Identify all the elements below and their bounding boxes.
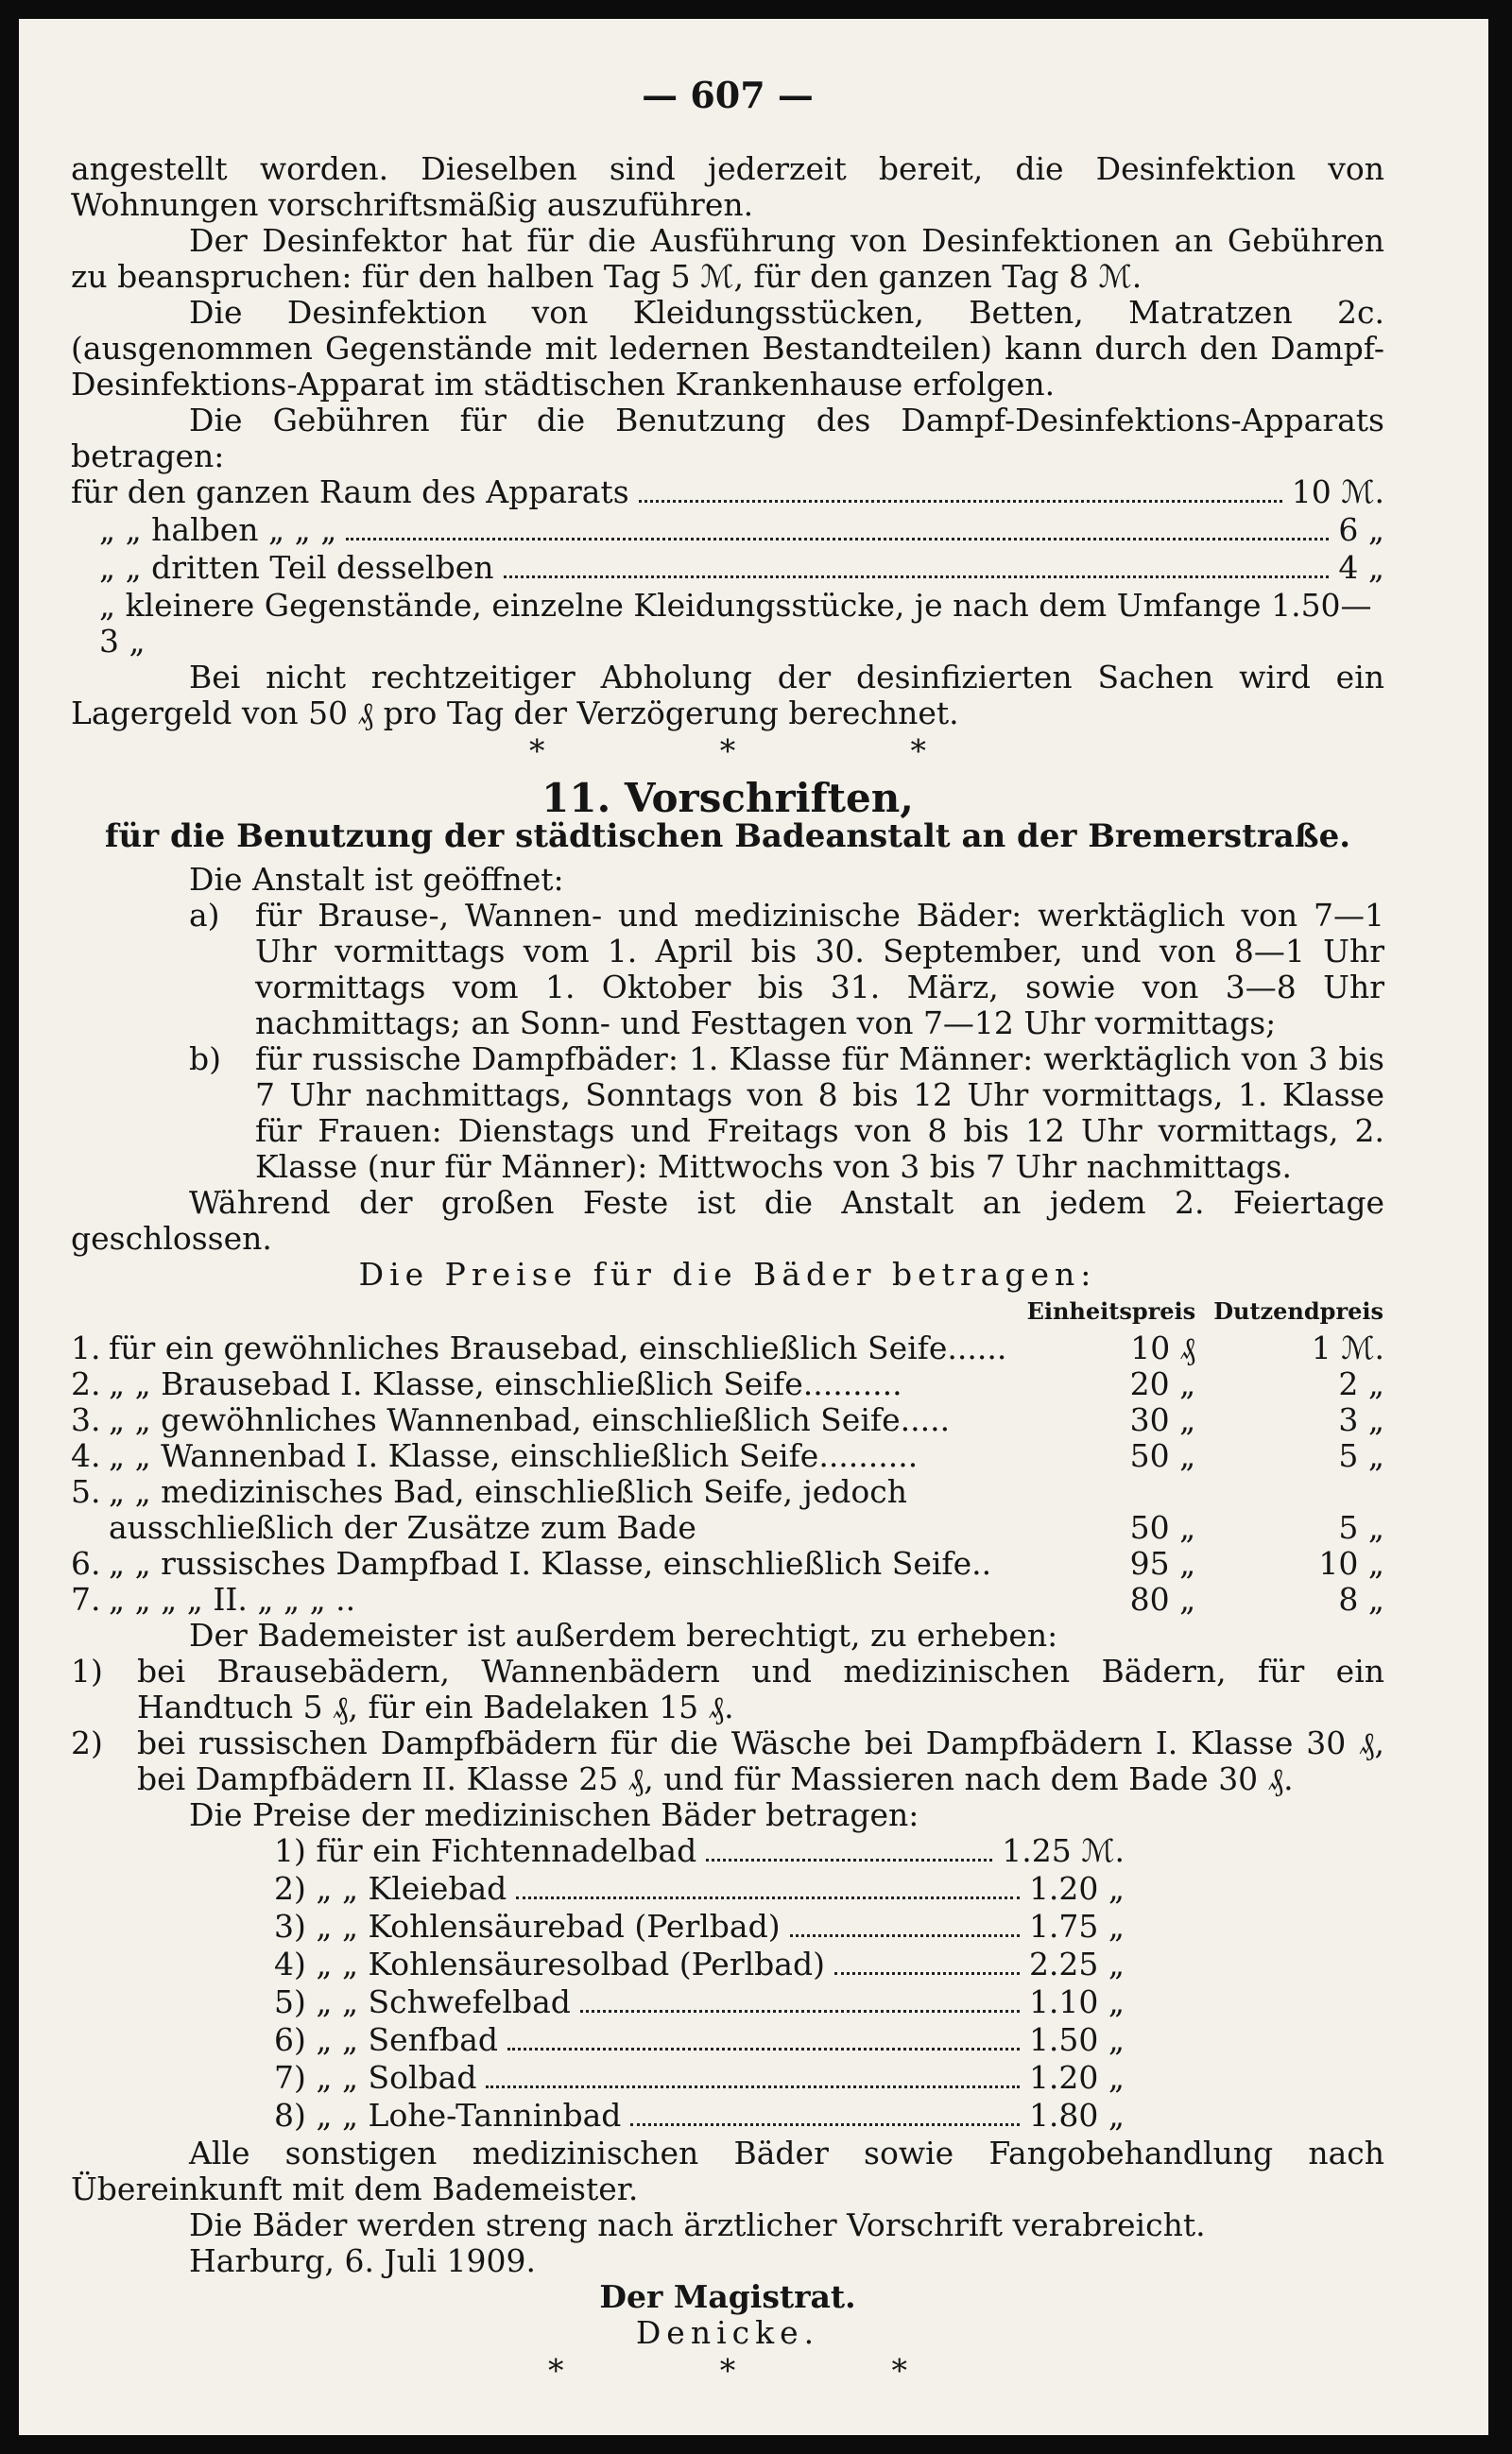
bath-prices-heading: Die Preise für die Bäder betragen: <box>358 1256 1097 1293</box>
item-text: für russische Dampfbäder: 1. Klasse für Männer: werktäglich von 3 bis 7 Uhr nachmittags, Sonntags von 8 bis 12 Uhr vormittags, 1. Klasse für Frauen: Dienstags und Freitags von 8 bis 12 Uhr vormittags, 2. Klasse (nur für Männer): Mittwochs von 3 bis 7 Uhr nachmittags. <box>255 1040 1384 1185</box>
row-number: 1. <box>71 1330 101 1366</box>
table-row <box>71 1402 1384 1438</box>
row-description: „ „ Brausebad I. Klasse, einschließlich Seife.......... <box>109 1365 902 1402</box>
list-item <box>274 2022 1125 2060</box>
list-item <box>274 1833 1125 1871</box>
closing-paragraph-1: Alle sonstigen medizinischen Bäder sowie Fangobehandlung nach Übereinkunft mit dem Bademeister. <box>71 2135 1384 2207</box>
storage-fee-paragraph: Bei nicht rechtzeitiger Abholung der desinfizierten Sachen wird ein Lagergeld von 50 ₰ pro Tag der Verzögerung berechnet. <box>71 659 1384 731</box>
fee-amount: 4 „ <box>1338 549 1384 586</box>
table-row <box>71 1330 1384 1366</box>
table-header-row <box>71 1293 1384 1330</box>
row-unit-price: 50 „ <box>1129 1509 1196 1546</box>
fee-amount: 10 ℳ. <box>1291 473 1384 510</box>
item-text: für Brause-, Wannen- und medizinische Bäder: werktäglich von 7—1 Uhr vormittags vom 1. April bis 30. September, und von 8—1 Uhr vormittags vom 1. Oktober bis 31. März, sowie von 3—8 Uhr nachmittags; an Sonn- und Festtagen von 7—12 Uhr vormittags; <box>255 897 1384 1041</box>
row-dozen-price: 5 „ <box>1338 1437 1384 1474</box>
intro-paragraph-1: angestellt worden. Dieselben sind jederzeit bereit, die Desinfektion von Wohnungen vorschriftsmäßig auszuführen. <box>71 150 1384 223</box>
fee-amount: 6 „ <box>1338 511 1384 548</box>
medical-bath-label: 1) für ein Fichtennadelbad <box>274 1832 697 1869</box>
row-unit-price: 20 „ <box>1129 1365 1196 1402</box>
medical-bath-price: 1.25 ℳ. <box>1002 1832 1125 1869</box>
row-unit-price: 50 „ <box>1129 1437 1196 1474</box>
medical-bath-price: 1.20 „ <box>1028 2059 1125 2096</box>
item-text: bei Brausebädern, Wannenbädern und medizinischen Bädern, für ein Handtuch 5 ₰, für ein Badelaken 15 ₰. <box>137 1653 1384 1725</box>
opening-item-a <box>71 898 1384 1041</box>
list-item <box>274 1984 1125 2022</box>
medical-bath-label: 3) „ „ Kohlensäurebad (Perlbad) <box>274 1908 781 1945</box>
row-dozen-price: 1 ℳ. <box>1311 1330 1384 1366</box>
medical-bath-label: 4) „ „ Kohlensäuresolbad (Perlbad) <box>274 1946 825 1982</box>
fee-row <box>71 474 1384 512</box>
dot-leader <box>790 1934 1020 1937</box>
row-description: „ „ Wannenbad I. Klasse, einschließlich Seife.......... <box>109 1437 919 1474</box>
row-number: 7. <box>71 1581 101 1618</box>
intro-paragraph-3: Die Desinfektion von Kleidungsstücken, Betten, Matratzen 2c. (ausgenommen Gegenstände mit ledernen Bestandteilen) kann durch den Dampf-Desinfektions-Apparat im städtischen Krankenhause erfolgen. <box>71 294 1384 403</box>
star: * <box>548 2352 564 2389</box>
item-marker: 2) <box>71 1725 103 1761</box>
row-number: 6. <box>71 1545 101 1582</box>
medical-bath-label: 6) „ „ Senfbad <box>274 2021 499 2058</box>
row-unit-price: 10 ₰ <box>1130 1330 1196 1366</box>
row-description: „ „ russisches Dampfbad I. Klasse, einschließlich Seife.. <box>109 1545 992 1582</box>
dot-leader <box>639 500 1282 503</box>
section-title: 11. Vorschriften, <box>541 775 914 821</box>
column-header-unit: Einheitspreis <box>1026 1297 1196 1325</box>
opening-heading: Die Anstalt ist geöffnet: <box>189 861 564 898</box>
medical-bath-label: 2) „ „ Kleiebad <box>274 1870 507 1907</box>
table-row <box>71 1582 1384 1618</box>
medical-bath-label: 5) „ „ Schwefelbad <box>274 1983 571 2020</box>
list-item <box>274 1947 1125 1984</box>
table-row <box>71 1438 1384 1474</box>
row-unit-price: 30 „ <box>1129 1401 1196 1438</box>
dot-leader <box>834 1972 1020 1975</box>
page-number: — 607 — <box>642 74 814 116</box>
dot-leader <box>630 2123 1020 2126</box>
medical-bath-price: 1.75 „ <box>1028 1908 1125 1945</box>
row-description: für ein gewöhnliches Brausebad, einschließlich Seife...... <box>109 1330 1007 1366</box>
holiday-note: Während der großen Feste ist die Anstalt an jedem 2. Feiertage geschlossen. <box>71 1184 1384 1257</box>
medical-bath-price: 1.50 „ <box>1028 2021 1125 2058</box>
list-item <box>274 1871 1125 1909</box>
star: * <box>891 2352 907 2389</box>
medical-price-list <box>274 1833 1125 2136</box>
table-row <box>71 1546 1384 1582</box>
medical-bath-price: 1.10 „ <box>1028 1983 1125 2020</box>
fee-row <box>71 550 1384 588</box>
row-unit-price: 95 „ <box>1129 1545 1196 1582</box>
item-marker: a) <box>189 897 220 934</box>
fee-label: „ „ dritten Teil desselben <box>99 549 494 586</box>
row-description: „ „ medizinisches Bad, einschließlich Seife, jedoch ausschließlich der Zusätze zum Bade <box>109 1473 907 1546</box>
fee-label: „ kleinere Gegenstände, einzelne Kleidungsstücke, je nach dem Umfange 1.50—3 „ <box>99 587 1372 660</box>
opening-item-b <box>71 1041 1384 1185</box>
list-item <box>274 1909 1125 1947</box>
column-header-dozen: Dutzendpreis <box>1213 1297 1383 1325</box>
item-marker: b) <box>189 1040 221 1077</box>
dot-leader <box>486 2085 1019 2088</box>
separator-stars <box>529 733 926 769</box>
bath-price-table <box>71 1293 1384 1618</box>
document-page <box>19 19 1488 2435</box>
list-item <box>274 2060 1125 2098</box>
item-text: bei russischen Dampfbädern für die Wäsche bei Dampfbädern I. Klasse 30 ₰, bei Dampfbädern II. Klasse 25 ₰, und für Massieren nach dem Bade 30 ₰. <box>137 1725 1384 1797</box>
bademeister-item-1 <box>71 1654 1384 1725</box>
dot-leader <box>580 2010 1020 2013</box>
bademeister-item-2 <box>71 1725 1384 1797</box>
row-dozen-price: 10 „ <box>1318 1545 1384 1582</box>
bademeister-heading: Der Bademeister ist außerdem berechtigt, zu erheben: <box>189 1617 1058 1654</box>
dot-leader <box>346 538 1329 541</box>
star: * <box>529 732 545 769</box>
row-unit-price: 80 „ <box>1129 1581 1196 1618</box>
fee-list <box>71 474 1384 660</box>
list-item <box>274 2098 1125 2136</box>
intro-paragraph-4: Die Gebühren für die Benutzung des Dampf-Desinfektions-Apparats betragen: <box>71 402 1384 474</box>
closing-paragraph-2: Die Bäder werden streng nach ärztlicher Vorschrift verabreicht. <box>189 2206 1206 2243</box>
fee-row <box>71 588 1384 660</box>
star: * <box>719 2352 736 2389</box>
table-row <box>71 1474 1384 1546</box>
medical-bath-label: 8) „ „ Lohe-Tanninbad <box>274 2097 622 2134</box>
star: * <box>910 732 926 769</box>
star: * <box>719 732 736 769</box>
section-subtitle: für die Benutzung der städtischen Badeanstalt an der Bremerstraße. <box>104 817 1351 855</box>
medical-prices-heading: Die Preise der medizinischen Bäder betragen: <box>189 1796 919 1833</box>
row-description: „ „ „ „ II. „ „ „ .. <box>109 1581 356 1618</box>
item-marker: 1) <box>71 1653 103 1690</box>
row-number: 4. <box>71 1437 101 1474</box>
dot-leader <box>516 1896 1020 1899</box>
table-row <box>71 1366 1384 1402</box>
authority: Der Magistrat. <box>599 2278 856 2315</box>
row-dozen-price: 3 „ <box>1338 1401 1384 1438</box>
fee-row <box>71 512 1384 550</box>
row-number: 3. <box>71 1401 101 1438</box>
row-number: 5. <box>71 1473 101 1510</box>
row-dozen-price: 8 „ <box>1338 1581 1384 1618</box>
dot-leader <box>507 2048 1020 2051</box>
medical-bath-price: 2.25 „ <box>1028 1946 1125 1982</box>
medical-bath-price: 1.20 „ <box>1028 1870 1125 1907</box>
fee-label: „ „ halben „ „ „ <box>99 511 337 548</box>
dot-leader <box>706 1859 992 1862</box>
medical-bath-label: 7) „ „ Solbad <box>274 2059 477 2096</box>
signature: Denicke. <box>635 2314 820 2351</box>
dot-leader <box>504 575 1330 578</box>
row-dozen-price: 5 „ <box>1338 1509 1384 1546</box>
row-number: 2. <box>71 1365 101 1402</box>
end-stars <box>548 2353 907 2389</box>
row-dozen-price: 2 „ <box>1338 1365 1384 1402</box>
row-description: „ „ gewöhnliches Wannenbad, einschließlich Seife..... <box>109 1401 951 1438</box>
fee-label: für den ganzen Raum des Apparats <box>71 473 629 510</box>
medical-bath-price: 1.80 „ <box>1028 2097 1125 2134</box>
intro-paragraph-2: Der Desinfektor hat für die Ausführung von Desinfektionen an Gebühren zu beanspruchen: für den halben Tag 5 ℳ, für den ganzen Tag 8 ℳ. <box>71 222 1384 295</box>
place-date: Harburg, 6. Juli 1909. <box>189 2242 537 2279</box>
